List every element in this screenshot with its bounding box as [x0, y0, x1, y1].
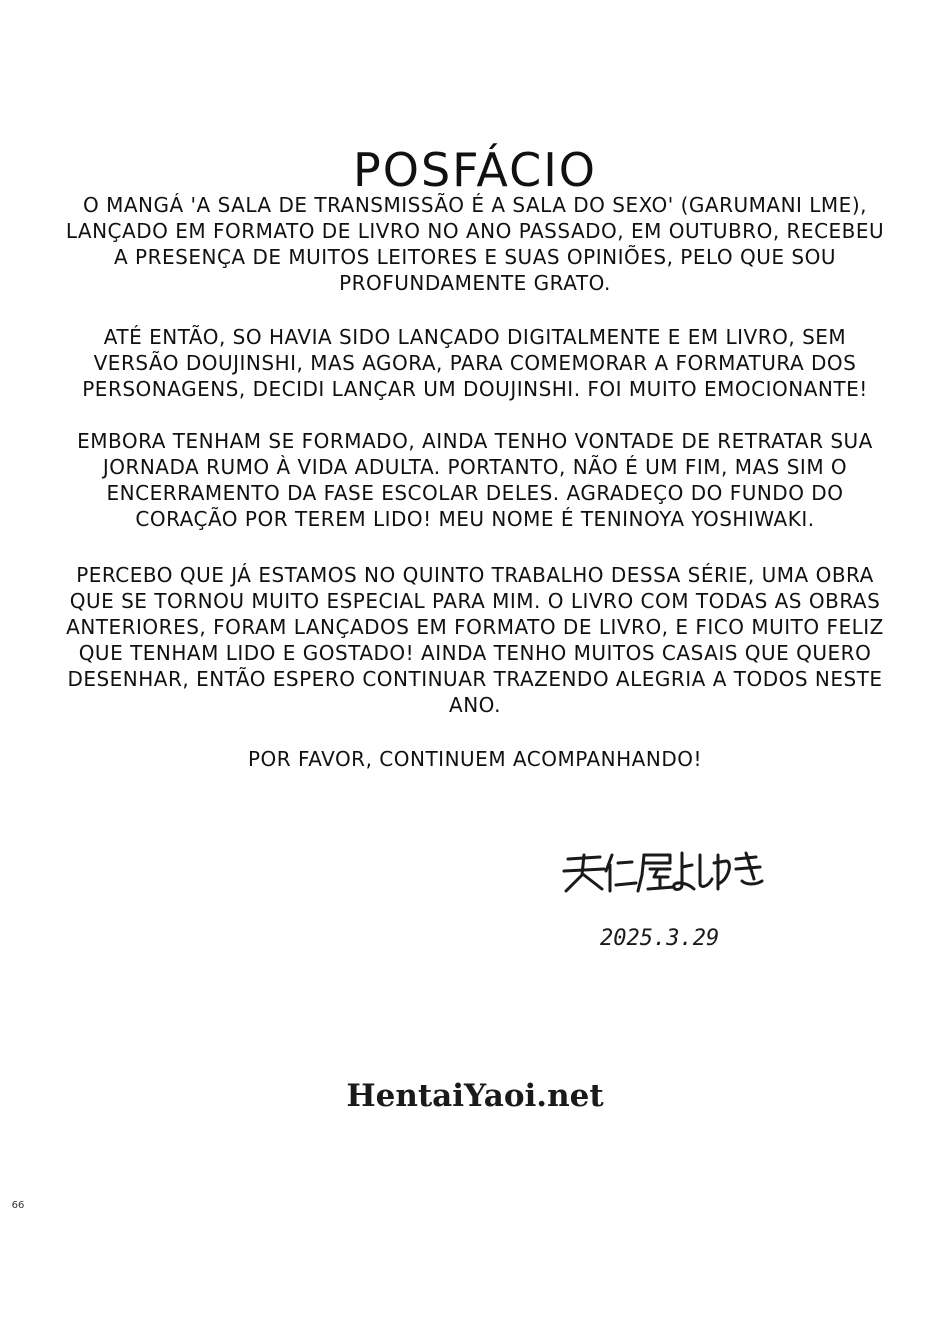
paragraph-2: ATÉ ENTÃO, SO HAVIA SIDO LANÇADO DIGITALMENTE E EM LIVRO, SEM VERSÃO DOUJINSHI, MAS AGORA, PARA COMEMORAR A FORMATURA DOS PERSONAGENS, DECIDI LANÇAR UM DOUJINSHI. FOI MUITO EMOCIONANTE! [82, 325, 868, 401]
watermark-site: HentaiYaoi.net [346, 1078, 604, 1114]
signature-date: 2025.3.29 [600, 926, 720, 951]
paragraph-4: PERCEBO QUE JÁ ESTAMOS NO QUINTO TRABALHO DESSA SÉRIE, UMA OBRA QUE SE TORNOU MUITO ESPECIAL PARA MIM. O LIVRO COM TODAS AS OBRAS ANTERIORES, FORAM LANÇADOS EM FORMATO DE LIVRO, E FICO MUITO FELIZ QUE TENHAM LIDO E GOSTADO! AINDA TENHO MUITOS CASAIS QUE QUERO DESENHAR, ENTÃO ESPERO CONTINUAR TRAZENDO ALEGRIA A TODOS NESTE ANO. [66, 563, 884, 717]
paragraph-5: POR FAVOR, CONTINUEM ACOMPANHANDO! [247, 747, 702, 771]
paragraph-3: EMBORA TENHAM SE FORMADO, AINDA TENHO VONTADE DE RETRATAR SUA JORNADA RUMO À VIDA ADULTA. PORTANTO, NÃO É UM FIM, MAS SIM O ENCERRAMENTO DA FASE ESCOLAR DELES. AGRADEÇO DO FUNDO DO CORAÇÃO POR TEREM LIDO! MEU NOME É TENINOYA YOSHIWAKI. [77, 429, 873, 531]
paragraph-1: O MANGÁ 'A SALA DE TRANSMISSÃO É A SALA DO SEXO' (GARUMANI LME), LANÇADO EM FORMATO DE LIVRO NO ANO PASSADO, EM OUTUBRO, RECEBEU A PRESENÇA DE MUITOS LEITORES E SUAS OPINIÕES, PELO QUE SOU PROFUNDAMENTE GRATO. [65, 193, 885, 295]
page-number: 66 [11, 1200, 25, 1211]
handwritten-signature [560, 845, 780, 955]
page-title: POSFÁCIO [353, 142, 597, 197]
